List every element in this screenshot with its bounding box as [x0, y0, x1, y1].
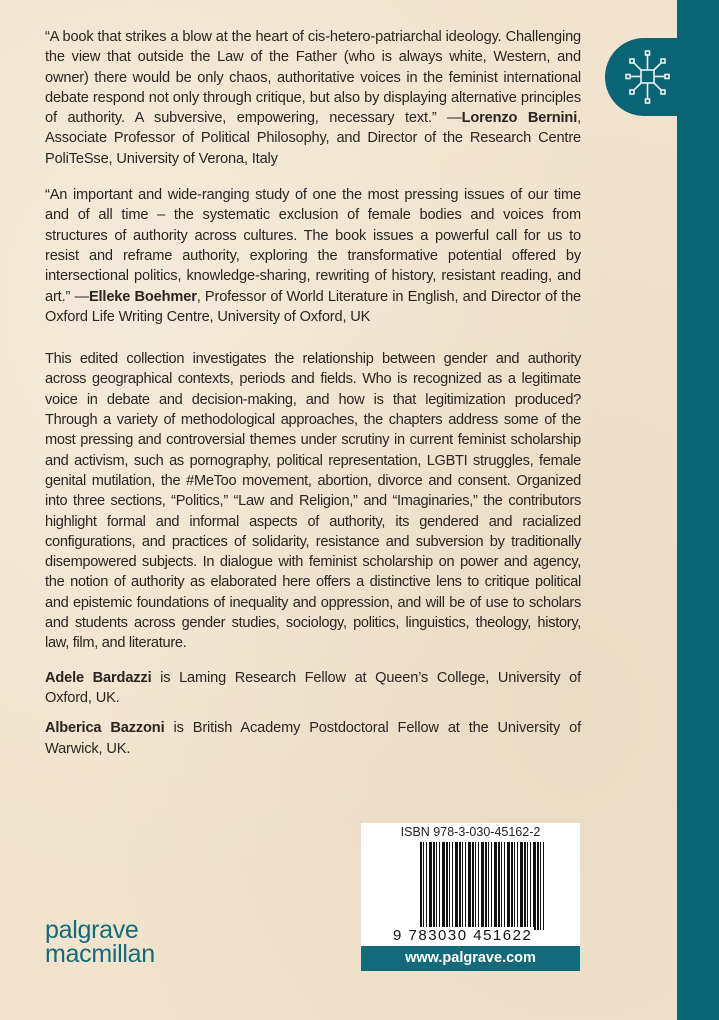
publisher-logo: palgrave macmillan: [45, 916, 155, 968]
publisher-url[interactable]: www.palgrave.com: [361, 946, 580, 971]
endorsement-quote-2: “An important and wide-ranging study of one the most pressing issues of our time and of all time – the systematic exclusion of female bodies and voices from structures of authority across cultures. The book issues a powerful call for us to resist and reframe authority, exploring the transformative potential offered by intersectional politics, knowledge-sharing, rewriting of history, resistant reading, and art.” —Elleke Boehmer, Professor of World Literature in English, and Director of the Oxford Life Writing Centre, University of Oxford, UK: [45, 187, 582, 325]
isbn-barcode-block: [361, 823, 580, 971]
book-description: This edited collection investigates the relationship between gender and authority across geographical contexts, periods and fields. Who is recognized as a legitimate voice in debate and decision-making, and how is that legitimization produced? Through a variety of methodological approaches, the chapters address some of the most pressing and controversial themes under scrutiny in current feminist scholarship and activism, such as pornography, political representation, LGBTI struggles, female genital mutilation, the #MeToo movement, abortion, divorce and consent. Organized into three sections, “Politics,” “Law and Religion,” and “Imaginaries,” the contributors highlight formal and informal aspects of authority, its gendered and racialized configurations, and practices of solidarity, resistance and subversion by traditionally disempowered subjects. In dialogue with feminist scholarship on power and agency, the notion of authority as elaborated here offers a distinctive lens to critique political and epistemic foundations of inequality and oppression, and will be of use to scholars and students across gender studies, sociology, politics, linguistics, theology, history, law, film, and literature.: [45, 351, 581, 652]
editor-bio: Alberica Bazzoni is British Academy Postdoctoral Fellow at the University of Warwick, UK.: [45, 720, 581, 757]
back-cover-text: [45, 27, 581, 769]
series-tab: [605, 38, 685, 116]
endorser-name: Lorenzo Bernini: [461, 110, 578, 127]
endorsement-quote-1: “A book that strikes a blow at the heart of cis-hetero-patriarchal ideology. Challenging the view that outside the Law of the Father (who is always white, Western, and owner) there would be only chaos, authoritative voices in the feminist international debate respond not only through critique, but also by displaying alternative principles of authority. A subversive, empowering, necessary text.” —Lorenzo Bernini, Associate Professor of Political Philosophy, and Director of the Research Centre PoliTeSse, University of Verona, Italy: [45, 29, 582, 167]
endorser-name: Elleke Boehmer: [88, 288, 197, 305]
editor-name: Alberica Bazzoni: [45, 720, 165, 737]
barcode-icon: [420, 842, 544, 930]
barcode-digits: 9 783030 451622: [393, 927, 533, 944]
book-spine: [677, 0, 719, 1020]
editor-name: Adele Bardazzi: [45, 669, 152, 686]
isbn-label: ISBN 978-3-030-45162-2: [400, 825, 541, 839]
editor-bio: Adele Bardazzi is Laming Research Fellow at Queen’s College, University of Oxford, UK.: [45, 669, 581, 706]
circuit-node-icon: [625, 48, 671, 106]
